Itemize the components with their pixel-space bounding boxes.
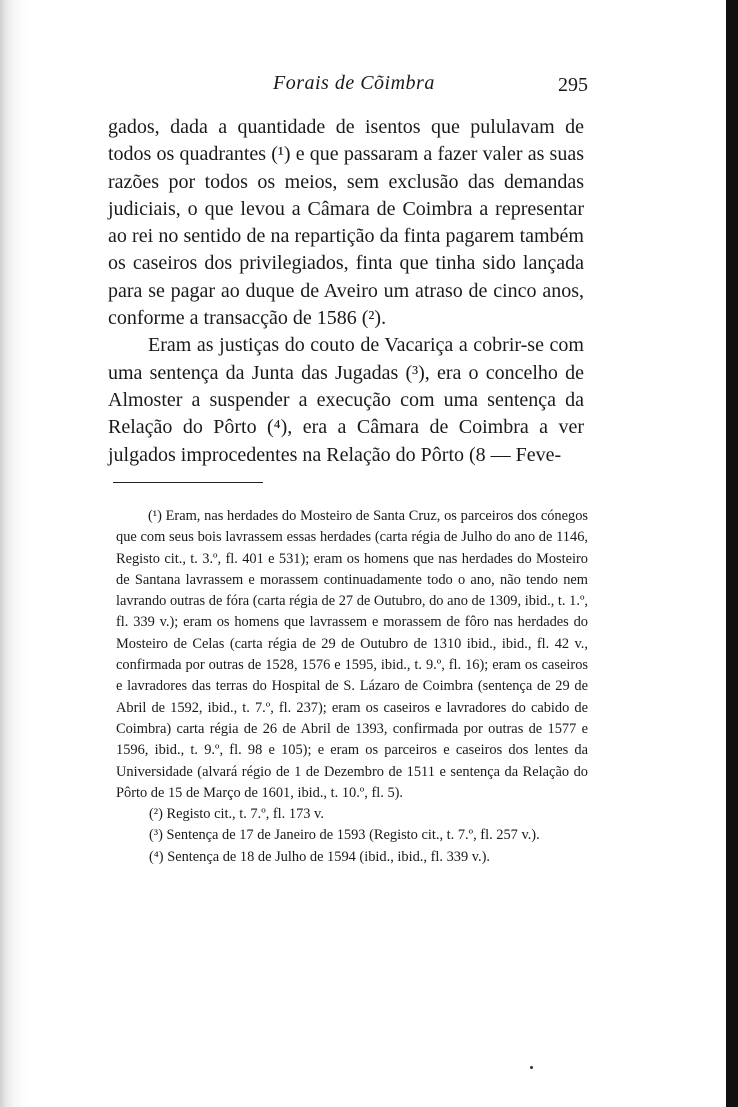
footnote-2: (²) Registo cit., t. 7.º, fl. 173 v.: [149, 806, 324, 823]
paragraph-1: gados, dada a quantidade de isentos que pululavam de todos os quadrantes (¹) e que passaram a fazer valer as suas razões por todos os meios, sem exclusão das demandas judiciais, o que levou a Câmara de Coimbra a representar ao rei no sentido de na repartição da finta pagarem também os caseiros dos privilegiados, finta que tinha sido lançada para se pagar ao duque de Aveiro um atraso de cinco anos, conforme a transacção de 1586 (²).: [108, 116, 584, 330]
footnote-4: (⁴) Sentença de 18 de Julho de 1594 (ibid., ibid., fl. 339 v.).: [149, 848, 490, 865]
main-text: [108, 114, 584, 469]
footnote-separator: [113, 482, 263, 483]
footnotes: [116, 506, 588, 868]
page-number: 295: [558, 74, 588, 96]
footnote-1: (¹) Eram, nas herdades do Mosteiro de Santa Cruz, os parceiros dos cónegos que com seus bois lavrassem essas herdades (carta régia de Julho do ano de 1146, Registo cit., t. 3.º, fl. 401 e 531); eram os homens que nas herdades do Mosteiro de Santana lavrassem e morassem continuadamente todo o ano, não tendo nem lavrando outras de fóra (carta régia de 27 de Outubro, do ano de 1309, ibid., t. 1.º, fl. 339 v.); eram os homens que lavrassem e morassem de fôro nas herdades do Mosteiro de Celas (carta régia de 29 de Outubro de 1310 ibid., ibid., fl. 42 v., confirmada por outras de 1528, 1576 e 1595, ibid., t. 9.º, fl. 16); eram os caseiros e lavradores das terras do Hospital de S. Lázaro de Coimbra (sentença de 29 de Abril de 1592, ibid., t. 7.º, fl. 237); eram os caseiros e lavradores do cabido de Coimbra) carta régia de 26 de Abril de 1393, confirmada por outras de 1577 e 1596, ibid., t. 9.º, fl. 98 e 105); e eram os parceiros e caseiros dos lentes da Universidade (alvará régio de 1 de Dezembro de 1511 e sentença da Relação do Pôrto de 15 de Março de 1601, ibid., t. 10.º, fl. 5).: [116, 508, 588, 801]
page-header: [108, 72, 588, 102]
running-title: Forais de Cõimbra: [273, 72, 435, 94]
paragraph-2: Eram as justiças do couto de Vacariça a cobrir-se com uma sentença da Junta das Jugadas (³), era o concelho de Almoster a suspender a execução com uma sentença da Relação do Pôrto (⁴), era a Câmara de Coimbra a ver julgados improcedentes na Relação do Pôrto (8 — Feve-: [108, 334, 584, 466]
scan-edge: [726, 0, 738, 1107]
ink-speck: [530, 1066, 533, 1069]
footnote-3: (³) Sentença de 17 de Janeiro de 1593 (Registo cit., t. 7.º, fl. 257 v.).: [149, 827, 540, 844]
